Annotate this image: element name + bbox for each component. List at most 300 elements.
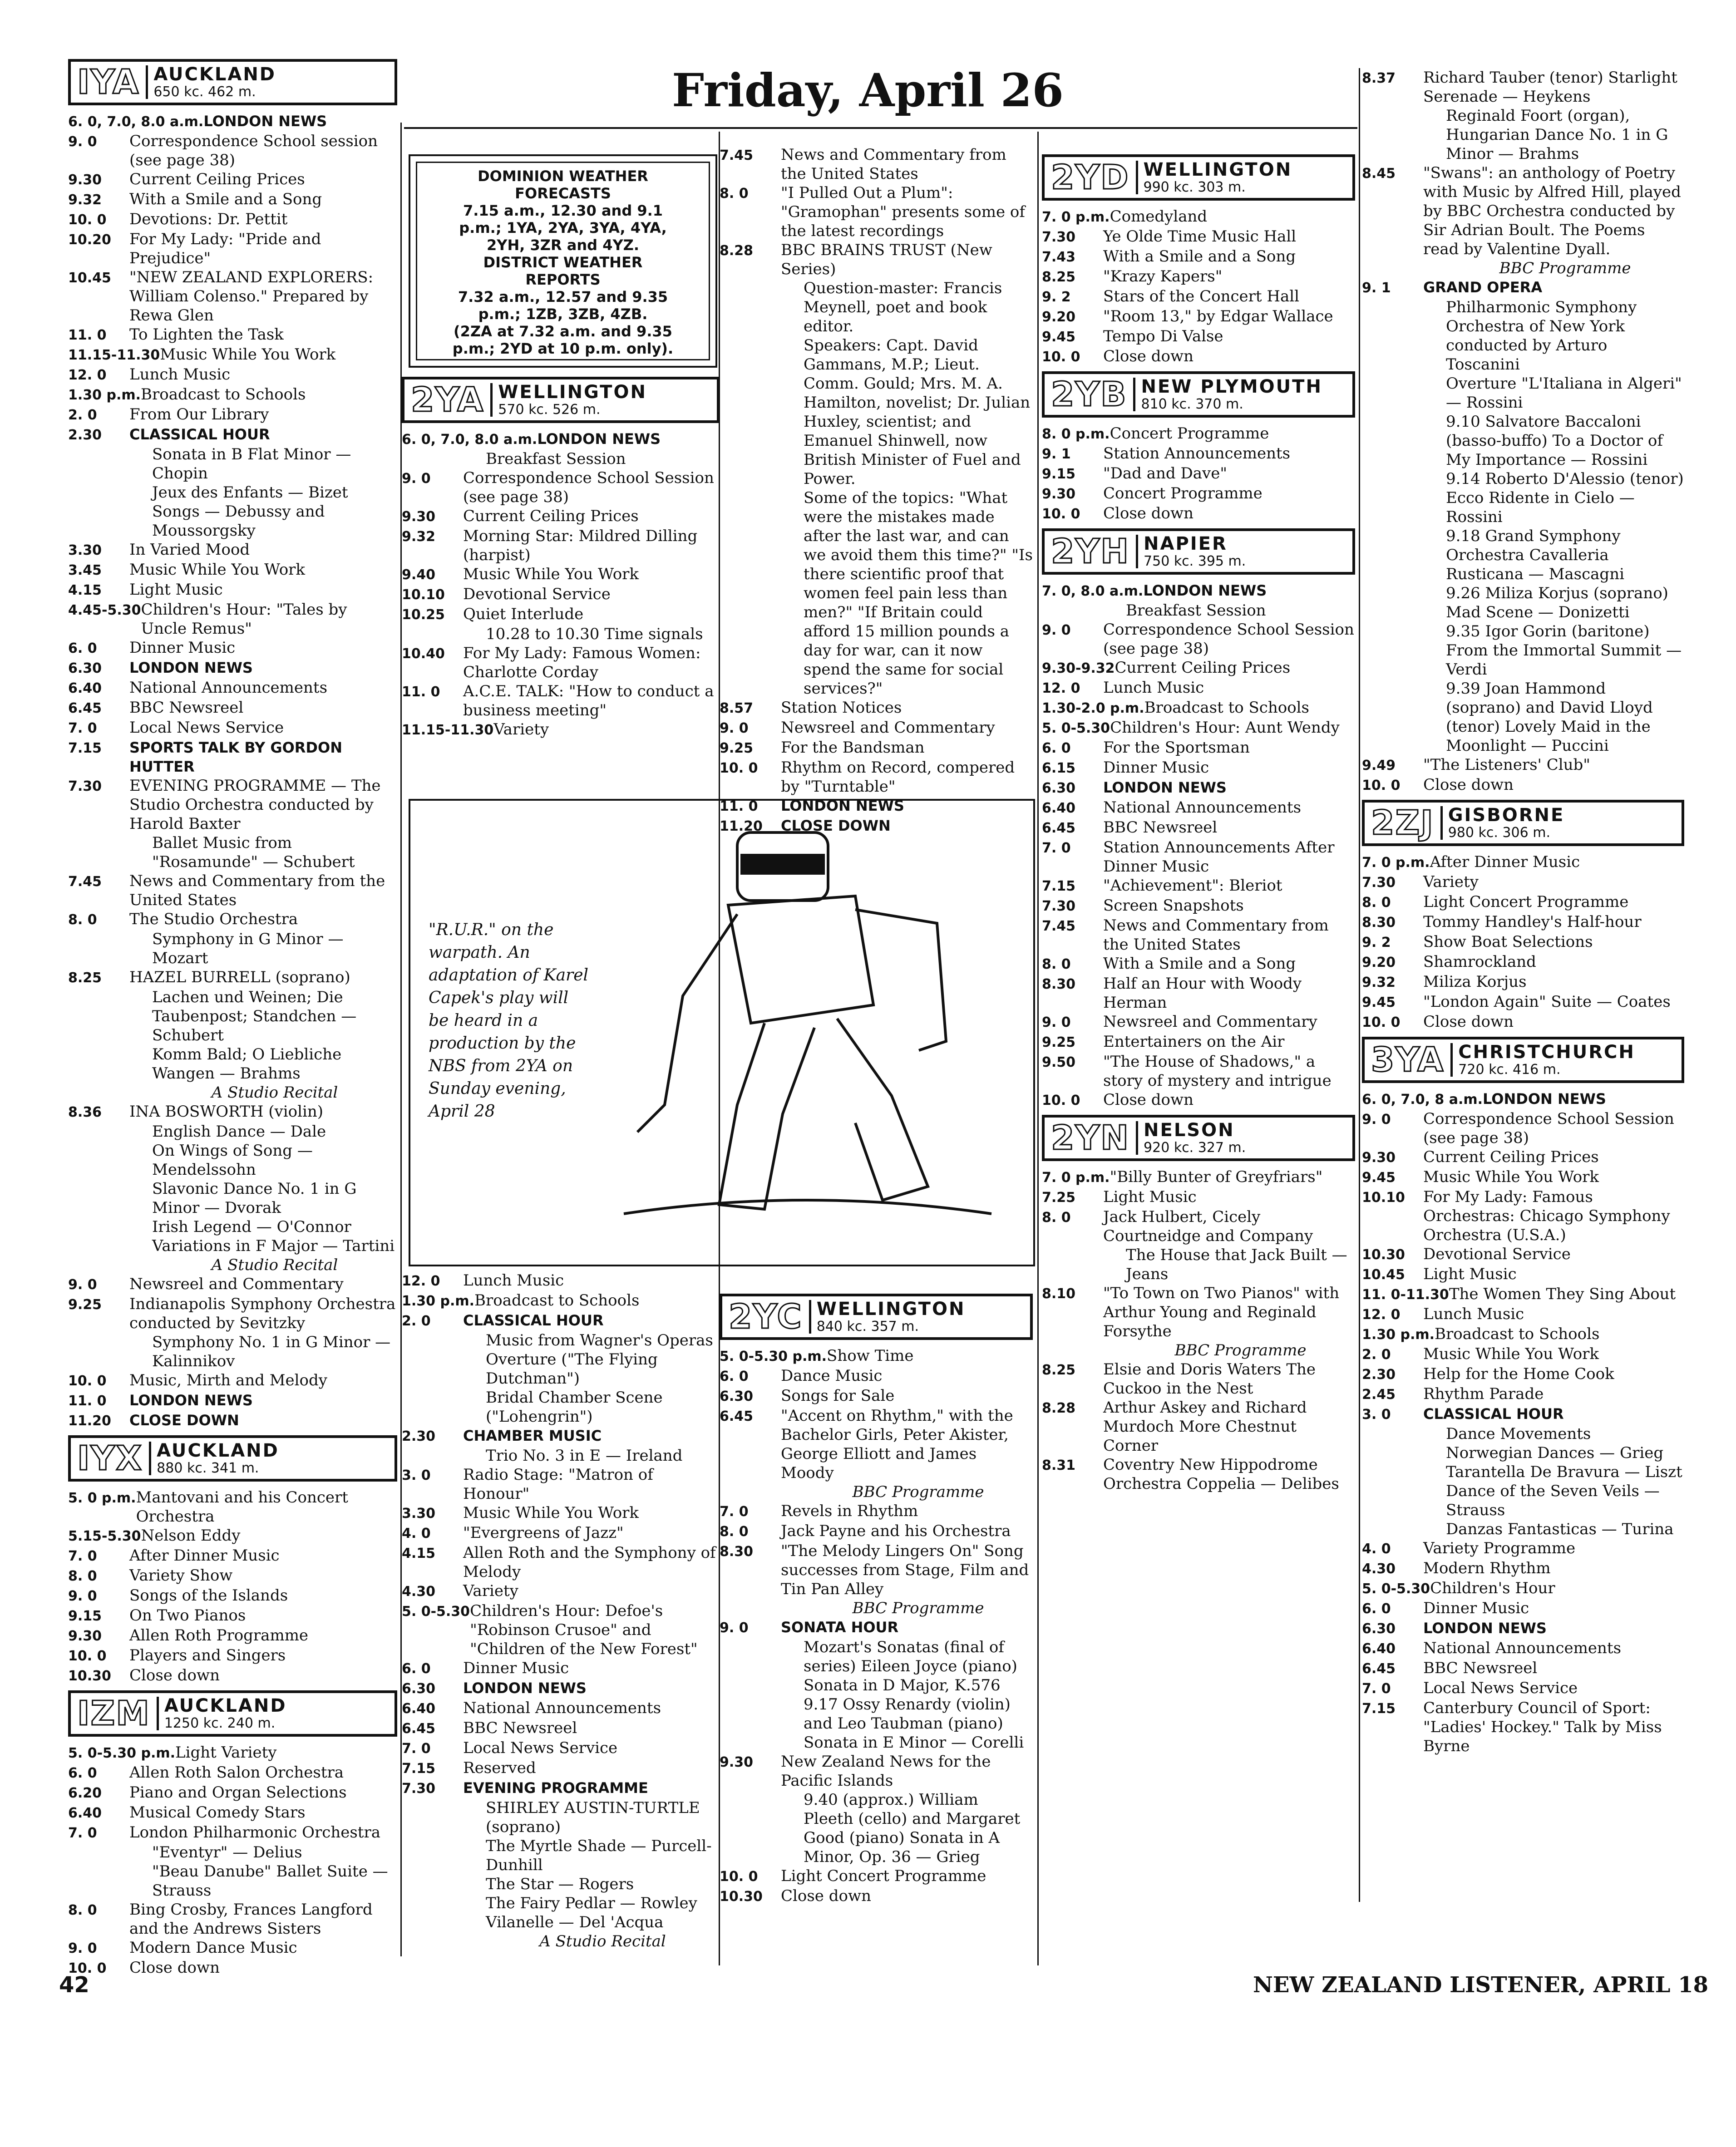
programme-row bbox=[1362, 1325, 1684, 1344]
programme-row bbox=[1362, 374, 1684, 412]
station-frequency: 570 kc. 526 m. bbox=[498, 402, 601, 418]
programme-title: For My Lady: Famous Orchestras: Chicago Symphony Orchestra (U.S.A.) bbox=[1423, 1188, 1670, 1244]
ground-line bbox=[624, 1200, 991, 1214]
programme-row bbox=[1362, 1699, 1684, 1756]
programme-title: Comedyland bbox=[1110, 207, 1208, 226]
programme-row bbox=[402, 1465, 720, 1503]
programme-row bbox=[1042, 678, 1355, 698]
programme-time: 2.30 bbox=[402, 1428, 436, 1444]
programme-row bbox=[68, 230, 397, 268]
programme-title: For the Bandsman bbox=[781, 739, 925, 757]
programme-title: BBC Newsreel bbox=[129, 699, 244, 717]
programme-time: 9.30 bbox=[720, 1754, 754, 1770]
programme-title: SHIRLEY AUSTIN-TURTLE (soprano) bbox=[486, 1799, 700, 1836]
programme-row bbox=[1042, 267, 1355, 287]
programme-title: HAZEL BURRELL (soprano) bbox=[129, 968, 350, 986]
column-rule bbox=[1359, 68, 1360, 1902]
programme-time: 6.15 bbox=[1042, 760, 1076, 776]
programme-time: 9.45 bbox=[1042, 329, 1076, 345]
programme-title: LONDON NEWS bbox=[1483, 1090, 1606, 1108]
programme-row bbox=[402, 1679, 720, 1699]
programme-row bbox=[1362, 278, 1684, 298]
programme-title: The House that Jack Built — Jeans bbox=[1126, 1246, 1347, 1283]
programme-title: INA BOSWORTH (violin) bbox=[129, 1103, 324, 1121]
illustration-caption: "R.U.R." on the warpath. An adaptation of Karel Capek's play will be heard in a production by the NBS from 2YA on Sunday evening, April 28 bbox=[429, 921, 589, 1121]
programme-time: 7. 0 bbox=[1042, 840, 1071, 856]
programme-title: London Philharmonic Orchestra bbox=[129, 1823, 380, 1842]
programme-time: 8.28 bbox=[1042, 1400, 1076, 1416]
programme-title: Music, Mirth and Melody bbox=[129, 1371, 327, 1389]
programme-time: 1.30 p.m. bbox=[402, 1293, 474, 1309]
programme-row bbox=[68, 325, 397, 345]
programme-time: 6.30 bbox=[68, 660, 102, 676]
column-2-bottom bbox=[402, 1271, 720, 1961]
station-call-sign: IYA bbox=[75, 65, 148, 99]
programme-row bbox=[68, 600, 397, 638]
programme-title: Dinner Music bbox=[129, 639, 236, 657]
page-title: Friday, April 26 bbox=[672, 64, 1064, 117]
programme-row bbox=[68, 540, 397, 560]
programme-row bbox=[68, 910, 397, 930]
programme-title: In Varied Mood bbox=[129, 541, 250, 559]
programme-title: Broadcast to Schools bbox=[474, 1291, 640, 1310]
programme-title: Screen Snapshots bbox=[1103, 896, 1244, 915]
programme-row bbox=[1362, 106, 1684, 163]
weather-line: 2YH, 3ZR and 4YZ. bbox=[487, 236, 639, 254]
programme-time: 7.15 bbox=[1362, 1701, 1396, 1717]
programme-title: Variations in F Major — Tartini bbox=[152, 1237, 395, 1255]
programme-time: 6. 0 bbox=[720, 1369, 749, 1384]
programme-row bbox=[402, 1758, 720, 1778]
programme-row bbox=[68, 1371, 397, 1391]
programme-title: The Women They Sing About bbox=[1449, 1285, 1676, 1303]
programme-title: After Dinner Music bbox=[1430, 853, 1580, 871]
programme-time: 8. 0 p.m. bbox=[1042, 426, 1110, 442]
programme-row bbox=[1042, 876, 1355, 896]
programme-time: 10. 0 bbox=[68, 1648, 107, 1664]
programme-time: 6.40 bbox=[1362, 1641, 1396, 1657]
weather-line: 7.15 a.m., 12.30 and 9.1 bbox=[463, 202, 663, 219]
programme-time: 7.43 bbox=[1042, 249, 1076, 265]
programme-time: 9.30 bbox=[68, 172, 102, 188]
programme-title: LONDON NEWS bbox=[129, 659, 253, 676]
programme-row bbox=[720, 1541, 1033, 1599]
programme-title: Jack Payne and his Orchestra bbox=[781, 1522, 1011, 1540]
station-header-2yc bbox=[720, 1294, 1033, 1340]
programme-row bbox=[1362, 1599, 1684, 1619]
programme-title: Canterbury Council of Sport: "Ladies' Hockey." Talk by Miss Byrne bbox=[1423, 1699, 1662, 1755]
programme-title: Children's Hour: "Tales by Uncle Remus" bbox=[141, 601, 347, 638]
programme-time: 9.30 bbox=[1042, 486, 1076, 502]
programme-time: 7. 0 p.m. bbox=[1042, 209, 1110, 225]
programme-row bbox=[402, 565, 720, 585]
programme-title: Music While You Work bbox=[160, 345, 336, 364]
programme-row bbox=[402, 1659, 720, 1679]
programme-time: 6.45 bbox=[720, 1408, 754, 1424]
programme-time: 1.30 p.m. bbox=[68, 387, 141, 403]
programme-title: Songs for Sale bbox=[781, 1387, 895, 1405]
programme-row bbox=[720, 718, 1033, 738]
programme-row bbox=[1362, 852, 1684, 872]
programme-time: 9. 0 bbox=[68, 1277, 97, 1293]
programme-time: 7.45 bbox=[1042, 918, 1076, 934]
programme-row bbox=[68, 345, 397, 365]
programme-title: Modern Rhythm bbox=[1423, 1559, 1551, 1577]
programme-time: 7.25 bbox=[1042, 1190, 1076, 1206]
programme-time: 6. 0, 7.0, 8.0 a.m. bbox=[402, 432, 538, 448]
programme-row bbox=[68, 1626, 397, 1646]
programme-row bbox=[1362, 1265, 1684, 1285]
programme-time: 10. 0 bbox=[1042, 349, 1080, 365]
robot-visor bbox=[742, 855, 824, 873]
programme-row bbox=[720, 1599, 1033, 1618]
programme-row bbox=[68, 268, 397, 325]
programme-row bbox=[68, 190, 397, 210]
programme-title: Correspondence School session (see page 38) bbox=[129, 132, 378, 169]
programme-row bbox=[720, 145, 1033, 183]
programme-title: Ballet Music from "Rosamunde" — Schubert bbox=[152, 834, 355, 871]
programme-time: 3.30 bbox=[68, 542, 102, 558]
schedule-iya bbox=[68, 112, 397, 1431]
programme-title: Dinner Music bbox=[1423, 1599, 1529, 1617]
column-4 bbox=[1042, 150, 1355, 1961]
programme-row bbox=[1362, 1147, 1684, 1167]
schedule-2yh bbox=[1042, 581, 1355, 1110]
programme-title: News and Commentary from the United States bbox=[1103, 916, 1329, 954]
programme-row bbox=[1362, 1089, 1684, 1109]
programme-row bbox=[1362, 1619, 1684, 1639]
programme-row bbox=[68, 1646, 397, 1666]
programme-time: 6.45 bbox=[402, 1721, 436, 1737]
programme-row bbox=[1362, 527, 1684, 584]
programme-title: SONATA HOUR bbox=[781, 1619, 899, 1636]
station-city: CHRISTCHURCH bbox=[1458, 1042, 1635, 1063]
station-frequency: 720 kc. 416 m. bbox=[1458, 1062, 1561, 1078]
programme-time: 9. 0 bbox=[68, 134, 97, 150]
programme-row bbox=[1042, 444, 1355, 464]
programme-row bbox=[720, 1366, 1033, 1386]
station-call-sign: 2YA bbox=[409, 383, 493, 417]
programme-title: The Star — Rogers bbox=[486, 1875, 634, 1893]
programme-title: Allen Roth Salon Orchestra bbox=[129, 1763, 344, 1782]
programme-row bbox=[1362, 679, 1684, 755]
programme-title: BBC Newsreel bbox=[1423, 1659, 1538, 1677]
programme-row bbox=[402, 1388, 720, 1426]
programme-row bbox=[1042, 916, 1355, 954]
robot-arm bbox=[637, 914, 737, 1132]
programme-row bbox=[1362, 1463, 1684, 1482]
programme-row bbox=[1042, 620, 1355, 658]
programme-time: 12. 0 bbox=[402, 1273, 440, 1289]
programme-title: LONDON NEWS bbox=[1143, 582, 1267, 599]
programme-row bbox=[68, 833, 397, 872]
programme-row bbox=[1042, 207, 1355, 227]
station-frequency: 920 kc. 327 m. bbox=[1144, 1140, 1246, 1156]
programme-title: Breakfast Session bbox=[1126, 601, 1266, 620]
schedule-2yn bbox=[1042, 1167, 1355, 1493]
programme-time: 9. 2 bbox=[1042, 289, 1071, 305]
programme-title: News and Commentary from the United States bbox=[129, 872, 385, 909]
programme-time: 7. 0 bbox=[68, 1825, 97, 1841]
programme-row bbox=[1042, 1207, 1355, 1246]
programme-time: 8.28 bbox=[720, 243, 754, 259]
programme-title: "Achievement": Bleriot bbox=[1103, 877, 1282, 895]
programme-title: For the Sportsman bbox=[1103, 739, 1250, 757]
programme-title: Irish Legend — O'Connor bbox=[152, 1218, 351, 1236]
programme-title: The Fairy Pedlar — Rowley bbox=[486, 1894, 697, 1912]
programme-row bbox=[68, 445, 397, 483]
programme-title: Radio Stage: "Matron of Honour" bbox=[463, 1466, 653, 1503]
programme-title: Elsie and Doris Waters The Cuckoo in the Nest bbox=[1103, 1360, 1316, 1398]
programme-row bbox=[1362, 992, 1684, 1012]
programme-title: EVENING PROGRAMME — The Studio Orchestra conducted by Harold Baxter bbox=[129, 777, 381, 833]
programme-row bbox=[720, 1638, 1033, 1695]
station-frequency: 750 kc. 395 m. bbox=[1144, 553, 1246, 569]
programme-time: 6. 0 bbox=[68, 1765, 97, 1781]
programme-title: Lunch Music bbox=[129, 365, 231, 384]
programme-title: BBC Newsreel bbox=[463, 1719, 577, 1737]
programme-title: Lachen und Weinen; Die Taubenpost; Standchen — Schubert bbox=[152, 988, 357, 1044]
programme-row bbox=[720, 1695, 1033, 1752]
programme-title: LONDON NEWS bbox=[781, 797, 904, 814]
programme-row bbox=[402, 429, 720, 449]
programme-row bbox=[68, 1411, 397, 1431]
programme-time: 7. 0 p.m. bbox=[1362, 855, 1430, 871]
programme-title: Station Announcements bbox=[1103, 444, 1291, 463]
column-3-top bbox=[720, 145, 1033, 834]
programme-title: With a Smile and a Song bbox=[129, 190, 322, 208]
programme-title: Current Ceiling Prices bbox=[1423, 1148, 1599, 1166]
programme-row bbox=[1042, 1012, 1355, 1032]
programme-row bbox=[68, 658, 397, 678]
programme-row bbox=[1362, 1639, 1684, 1659]
programme-row bbox=[1362, 1424, 1684, 1443]
programme-row bbox=[1042, 718, 1355, 738]
programme-title: Children's Hour: Aunt Wendy bbox=[1110, 719, 1340, 737]
programme-time: 9.25 bbox=[720, 740, 754, 756]
programme-row bbox=[402, 644, 720, 682]
programme-row bbox=[402, 1894, 720, 1913]
programme-title: Variety bbox=[493, 720, 549, 739]
programme-time: 10.10 bbox=[1362, 1190, 1405, 1206]
programme-time: 6. 0, 7.0, 8.0 a.m. bbox=[68, 114, 204, 130]
programme-time: 10.40 bbox=[402, 646, 445, 662]
programme-title: Ye Olde Time Music Hall bbox=[1103, 227, 1297, 246]
page-number: 42 bbox=[59, 1972, 89, 1998]
programme-title: Speakers: Capt. David Gammans, M.P.; Lieut. Comm. Gould; Mrs. M. A. Hamilton, novelist; Dr. Julian Huxley, scientist; and Emanuel Shinwell, now British Minister of Fuel and Power. bbox=[804, 336, 1031, 488]
programme-title: Local News Service bbox=[463, 1739, 618, 1757]
programme-title: Newsreel and Commentary bbox=[129, 1275, 344, 1293]
programme-time: 9.15 bbox=[68, 1608, 102, 1624]
programme-time: 10. 0 bbox=[720, 1869, 758, 1885]
programme-time: 7. 0 p.m. bbox=[1042, 1170, 1110, 1186]
programme-title: Correspondence School Session (see page 38) bbox=[1103, 620, 1354, 658]
programme-time: 8.31 bbox=[1042, 1458, 1076, 1473]
programme-time: 10. 0 bbox=[720, 760, 758, 776]
programme-time: 6.40 bbox=[68, 1805, 102, 1821]
programme-title: Revels in Rhythm bbox=[781, 1502, 918, 1520]
programme-title: "The Listeners' Club" bbox=[1423, 756, 1590, 774]
programme-time: 7.30 bbox=[1362, 875, 1396, 891]
programme-title: Music While You Work bbox=[1423, 1345, 1599, 1363]
programme-time: 10.30 bbox=[68, 1668, 111, 1684]
weather-line: (2ZA at 7.32 a.m. and 9.35 bbox=[454, 323, 672, 340]
programme-title: Music from Wagner's Operas bbox=[486, 1331, 713, 1349]
programme-row bbox=[68, 483, 397, 502]
programme-row bbox=[402, 1738, 720, 1758]
station-frequency: 840 kc. 357 m. bbox=[816, 1319, 919, 1334]
programme-title: Tommy Handley's Half-hour bbox=[1423, 913, 1642, 931]
programme-row bbox=[1362, 1245, 1684, 1265]
programme-title: On Wings of Song — Mendelssohn bbox=[152, 1142, 313, 1179]
programme-title: "London Again" Suite — Coates bbox=[1423, 993, 1671, 1011]
programme-row bbox=[68, 1862, 397, 1900]
programme-title: Players and Singers bbox=[129, 1646, 286, 1664]
programme-title: Reserved bbox=[463, 1759, 536, 1777]
station-header-2yh bbox=[1042, 528, 1355, 575]
programme-row bbox=[402, 1543, 720, 1581]
programme-title: Modern Dance Music bbox=[129, 1939, 297, 1957]
programme-title: Lunch Music bbox=[1423, 1305, 1524, 1323]
programme-row bbox=[68, 425, 397, 445]
programme-time: 11. 0 bbox=[68, 1393, 107, 1409]
programme-row bbox=[1042, 778, 1355, 798]
programme-time: 4.45-5.30 bbox=[68, 602, 141, 618]
programme-time: 9. 0 bbox=[1042, 1014, 1071, 1030]
programme-title: Dinner Music bbox=[1103, 758, 1209, 777]
programme-time: 9.30 bbox=[68, 1628, 102, 1644]
programme-time: 11.15-11.30 bbox=[402, 722, 494, 738]
programme-title: "The Melody Lingers On" Song successes from Stage, Film and Tin Pan Alley bbox=[781, 1542, 1029, 1598]
programme-time: 11. 0 bbox=[720, 798, 758, 814]
programme-title: Children's Hour: Defoe's "Robinson Crusoe" and "Children of the New Forest" bbox=[470, 1602, 698, 1658]
programme-title: Symphony No. 1 in G Minor — Kalinnikov bbox=[152, 1333, 391, 1370]
programme-title: For My Lady: Famous Women: Charlotte Corday bbox=[463, 644, 701, 681]
programme-row bbox=[402, 1523, 720, 1543]
station-city: GISBORNE bbox=[1448, 805, 1565, 826]
programme-title: "Eventyr" — Delius bbox=[152, 1843, 302, 1861]
programme-title: Breakfast Session bbox=[486, 450, 626, 468]
programme-row bbox=[720, 1346, 1033, 1366]
programme-row bbox=[68, 1606, 397, 1626]
programme-row bbox=[402, 1581, 720, 1601]
programme-time: 5. 0-5.30 bbox=[402, 1604, 470, 1620]
programme-row bbox=[1362, 1187, 1684, 1245]
programme-row bbox=[402, 468, 720, 507]
schedule-2zj bbox=[1362, 852, 1684, 1032]
programme-time: 6.20 bbox=[68, 1785, 102, 1801]
station-frequency: 1250 kc. 240 m. bbox=[164, 1715, 276, 1731]
programme-row bbox=[1362, 68, 1684, 106]
programme-time: 10.20 bbox=[68, 232, 111, 248]
programme-row bbox=[1362, 1344, 1684, 1364]
programme-row bbox=[68, 1236, 397, 1256]
programme-title: "Billy Bunter of Greyfriars" bbox=[1110, 1168, 1323, 1186]
programme-time: 9.30 bbox=[1362, 1150, 1396, 1166]
programme-title: Overture ("The Flying Dutchman") bbox=[486, 1350, 658, 1388]
programme-time: 7.45 bbox=[720, 148, 754, 163]
programme-time: 9.32 bbox=[1362, 975, 1396, 990]
programme-row bbox=[1362, 932, 1684, 952]
programme-time: 9.20 bbox=[1042, 309, 1076, 325]
programme-title: 10.28 to 10.30 Time signals bbox=[486, 625, 703, 643]
programme-title: BBC Programme bbox=[1499, 259, 1631, 277]
weather-line: FORECASTS bbox=[515, 185, 611, 202]
programme-row bbox=[68, 405, 397, 425]
robot-leg bbox=[719, 1023, 814, 1209]
programme-title: Close down bbox=[781, 1887, 871, 1905]
programme-row bbox=[68, 1141, 397, 1179]
robot-illustration-box bbox=[409, 799, 1035, 1266]
programme-title: Current Ceiling Prices bbox=[1115, 659, 1291, 677]
programme-row bbox=[1042, 601, 1355, 620]
station-header-iyx bbox=[68, 1435, 397, 1482]
programme-title: On Two Pianos bbox=[129, 1606, 246, 1625]
programme-title: Songs of the Islands bbox=[129, 1586, 288, 1605]
programme-title: English Dance — Dale bbox=[152, 1123, 326, 1141]
programme-title: Lunch Music bbox=[463, 1271, 564, 1290]
programme-time: 8. 0 bbox=[68, 1568, 97, 1584]
programme-time: 5. 0-5.30 bbox=[1362, 1581, 1430, 1597]
programme-title: Dance of the Seven Veils — Strauss bbox=[1446, 1482, 1660, 1519]
programme-time: 10.45 bbox=[68, 270, 111, 286]
programme-time: 2.30 bbox=[1362, 1367, 1396, 1383]
programme-title: "Dad and Dave" bbox=[1103, 464, 1227, 483]
programme-time: 8. 0 bbox=[1362, 895, 1391, 911]
programme-title: 9.18 Grand Symphony Orchestra Cavalleria Rusticana — Mascagni bbox=[1446, 527, 1624, 583]
programme-time: 5. 0-5.30 p.m. bbox=[720, 1349, 827, 1364]
station-call-sign: IZM bbox=[75, 1697, 159, 1730]
programme-time: 8. 0 bbox=[1042, 956, 1071, 972]
programme-row bbox=[68, 1546, 397, 1566]
programme-title: CLASSICAL HOUR bbox=[129, 426, 270, 443]
programme-title: News and Commentary from the United States bbox=[781, 146, 1006, 183]
programme-title: Close down bbox=[1103, 347, 1194, 365]
programme-title: Variety Show bbox=[129, 1566, 233, 1585]
programme-title: CHAMBER MUSIC bbox=[463, 1427, 602, 1444]
programme-row bbox=[402, 1719, 720, 1738]
programme-row bbox=[68, 930, 397, 968]
programme-title: The Studio Orchestra bbox=[129, 910, 298, 928]
programme-title: Local News Service bbox=[1423, 1679, 1578, 1697]
programme-time: 6. 0, 7.0, 8 a.m. bbox=[1362, 1092, 1483, 1108]
programme-row bbox=[68, 385, 397, 405]
programme-row bbox=[402, 1446, 720, 1465]
station-city: NAPIER bbox=[1144, 533, 1228, 554]
programme-row bbox=[1042, 247, 1355, 267]
programme-title: Rhythm Parade bbox=[1423, 1385, 1544, 1403]
programme-title: Correspondence School Session (see page 38) bbox=[1423, 1110, 1674, 1147]
programme-row bbox=[402, 1291, 720, 1311]
programme-row bbox=[720, 241, 1033, 279]
programme-time: 10. 0 bbox=[1042, 1093, 1080, 1108]
schedule-2yd bbox=[1042, 207, 1355, 367]
programme-title: "Krazy Kapers" bbox=[1103, 267, 1223, 286]
programme-row bbox=[1042, 738, 1355, 758]
programme-title: Bing Crosby, Frances Langford and the Andrews Sisters bbox=[129, 1901, 373, 1938]
programme-title: Miliza Korjus bbox=[1423, 973, 1527, 991]
programme-title: Half an Hour with Woody Herman bbox=[1103, 975, 1302, 1012]
programme-title: Broadcast to Schools bbox=[1435, 1325, 1600, 1343]
station-header-2zj bbox=[1362, 800, 1684, 846]
programme-title: "To Town on Two Pianos" with Arthur Young and Reginald Forsythe bbox=[1103, 1284, 1340, 1340]
programme-row bbox=[720, 1752, 1033, 1790]
programme-title: Allen Roth Programme bbox=[129, 1626, 309, 1645]
weather-line: DISTRICT WEATHER bbox=[483, 254, 643, 271]
programme-title: CLASSICAL HOUR bbox=[1423, 1405, 1564, 1423]
programme-time: 10. 0 bbox=[1362, 1014, 1401, 1030]
programme-time: 7.45 bbox=[68, 874, 102, 890]
